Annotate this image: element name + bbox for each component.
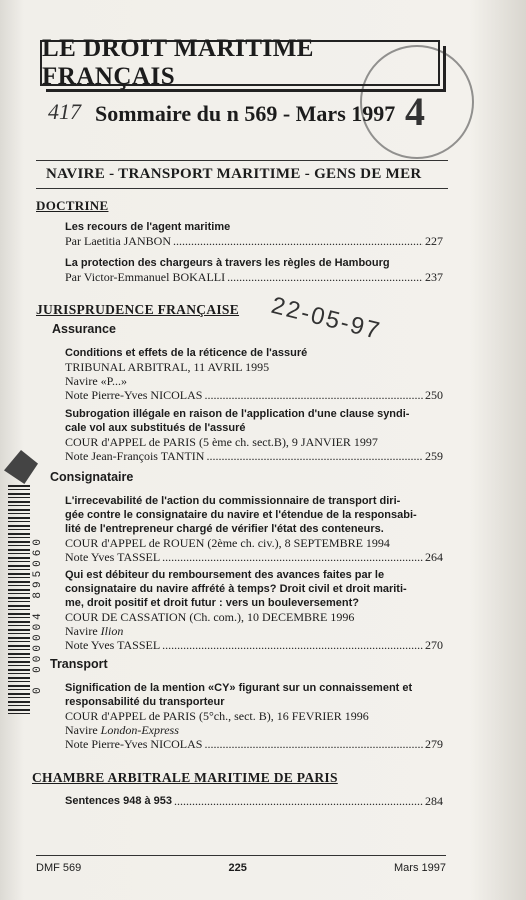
masthead: LE DROIT MARITIME FRANÇAIS xyxy=(40,40,440,86)
top-rule xyxy=(36,160,448,161)
footer xyxy=(36,862,446,874)
assurance-heading: Assurance xyxy=(52,322,116,336)
assurance-entry-2: Subrogation illégale en raison de l'application d'une clause syndi- cale vol aux substitués de l'assuré COUR d'APPEL de PARIS (5 ème ch. sect.B), 9 JANVIER 1997 Note Jean-François TANTIN ..... 259 xyxy=(65,407,443,463)
transport-heading: Transport xyxy=(50,657,108,671)
doctrine-heading: DOCTRINE xyxy=(36,198,109,213)
chambre-entry: Sentences 948 à 953 ..... 284 xyxy=(65,794,443,808)
barcode-icon xyxy=(8,485,30,715)
handwritten-number: 417 xyxy=(48,99,81,124)
doctrine-entry-2: La protection des chargeurs à travers les règles de Hambourg Par Victor-Emmanuel BOKALLI ..... 237 xyxy=(65,256,443,284)
barcode-digits: 0 000004 895060 xyxy=(32,535,44,695)
publisher-logo-icon xyxy=(4,450,38,484)
handwritten-mark: 4 xyxy=(405,89,425,134)
footer-page-number: 225 xyxy=(228,862,247,874)
consignataire-entry-1: L'irrecevabilité de l'action du commissionnaire de transport diri- gée contre le consignataire du navire et l'étendue de la responsabi- lité de l'entrepreneur chargé de vérifier l'état des conteneurs. COUR d'APPEL de ROUEN (2ème ch. civ.), 8 SEPTEMBRE 1994 Note Yves TASSEL ..... 264 xyxy=(65,494,443,564)
main-heading: NAVIRE - TRANSPORT MARITIME - GENS DE MER xyxy=(46,166,422,182)
consignataire-entry-2: Qui est débiteur du remboursement des avances faites par le consignataire du navire affrété à temps? Droit civil et droit mariti- me, droit positif et droit futur : vers un bouleversement? COUR DE CASSATION (Ch. com.), 10 DECEMBRE 1996 Navire Ilion Note Yves TASSEL ..... 270 xyxy=(65,568,443,652)
footer-right: Mars 1997 xyxy=(394,862,446,874)
footer-left: DMF 569 xyxy=(36,862,82,874)
chambre-heading: CHAMBRE ARBITRALE MARITIME DE PARIS xyxy=(32,770,338,785)
doctrine-entry-1: Les recours de l'agent maritime Par Laetitia JANBON ..... 227 xyxy=(65,220,443,248)
consignataire-heading: Consignataire xyxy=(50,470,134,484)
footer-rule xyxy=(36,855,446,856)
summary-title: Sommaire du n 569 - Mars 1997 xyxy=(95,101,396,126)
assurance-entry-1: Conditions et effets de la réticence de l'assuré TRIBUNAL ARBITRAL, 11 AVRIL 1995 Navire «P...» Note Pierre-Yves NICOLAS ..... 250 xyxy=(65,346,443,402)
transport-entry-1: Signification de la mention «CY» figurant sur un connaissement et responsabilité du transporteur COUR d'APPEL de PARIS (5°ch., sect. B), 16 FEVRIER 1996 Navire London-Express Note Pierre-Yves NICOLAS ..... 279 xyxy=(65,681,443,751)
date-stamp: 22-05-97 xyxy=(268,291,384,346)
jurisprudence-heading: JURISPRUDENCE FRANÇAISE xyxy=(36,302,240,317)
heading-rule xyxy=(36,188,448,189)
